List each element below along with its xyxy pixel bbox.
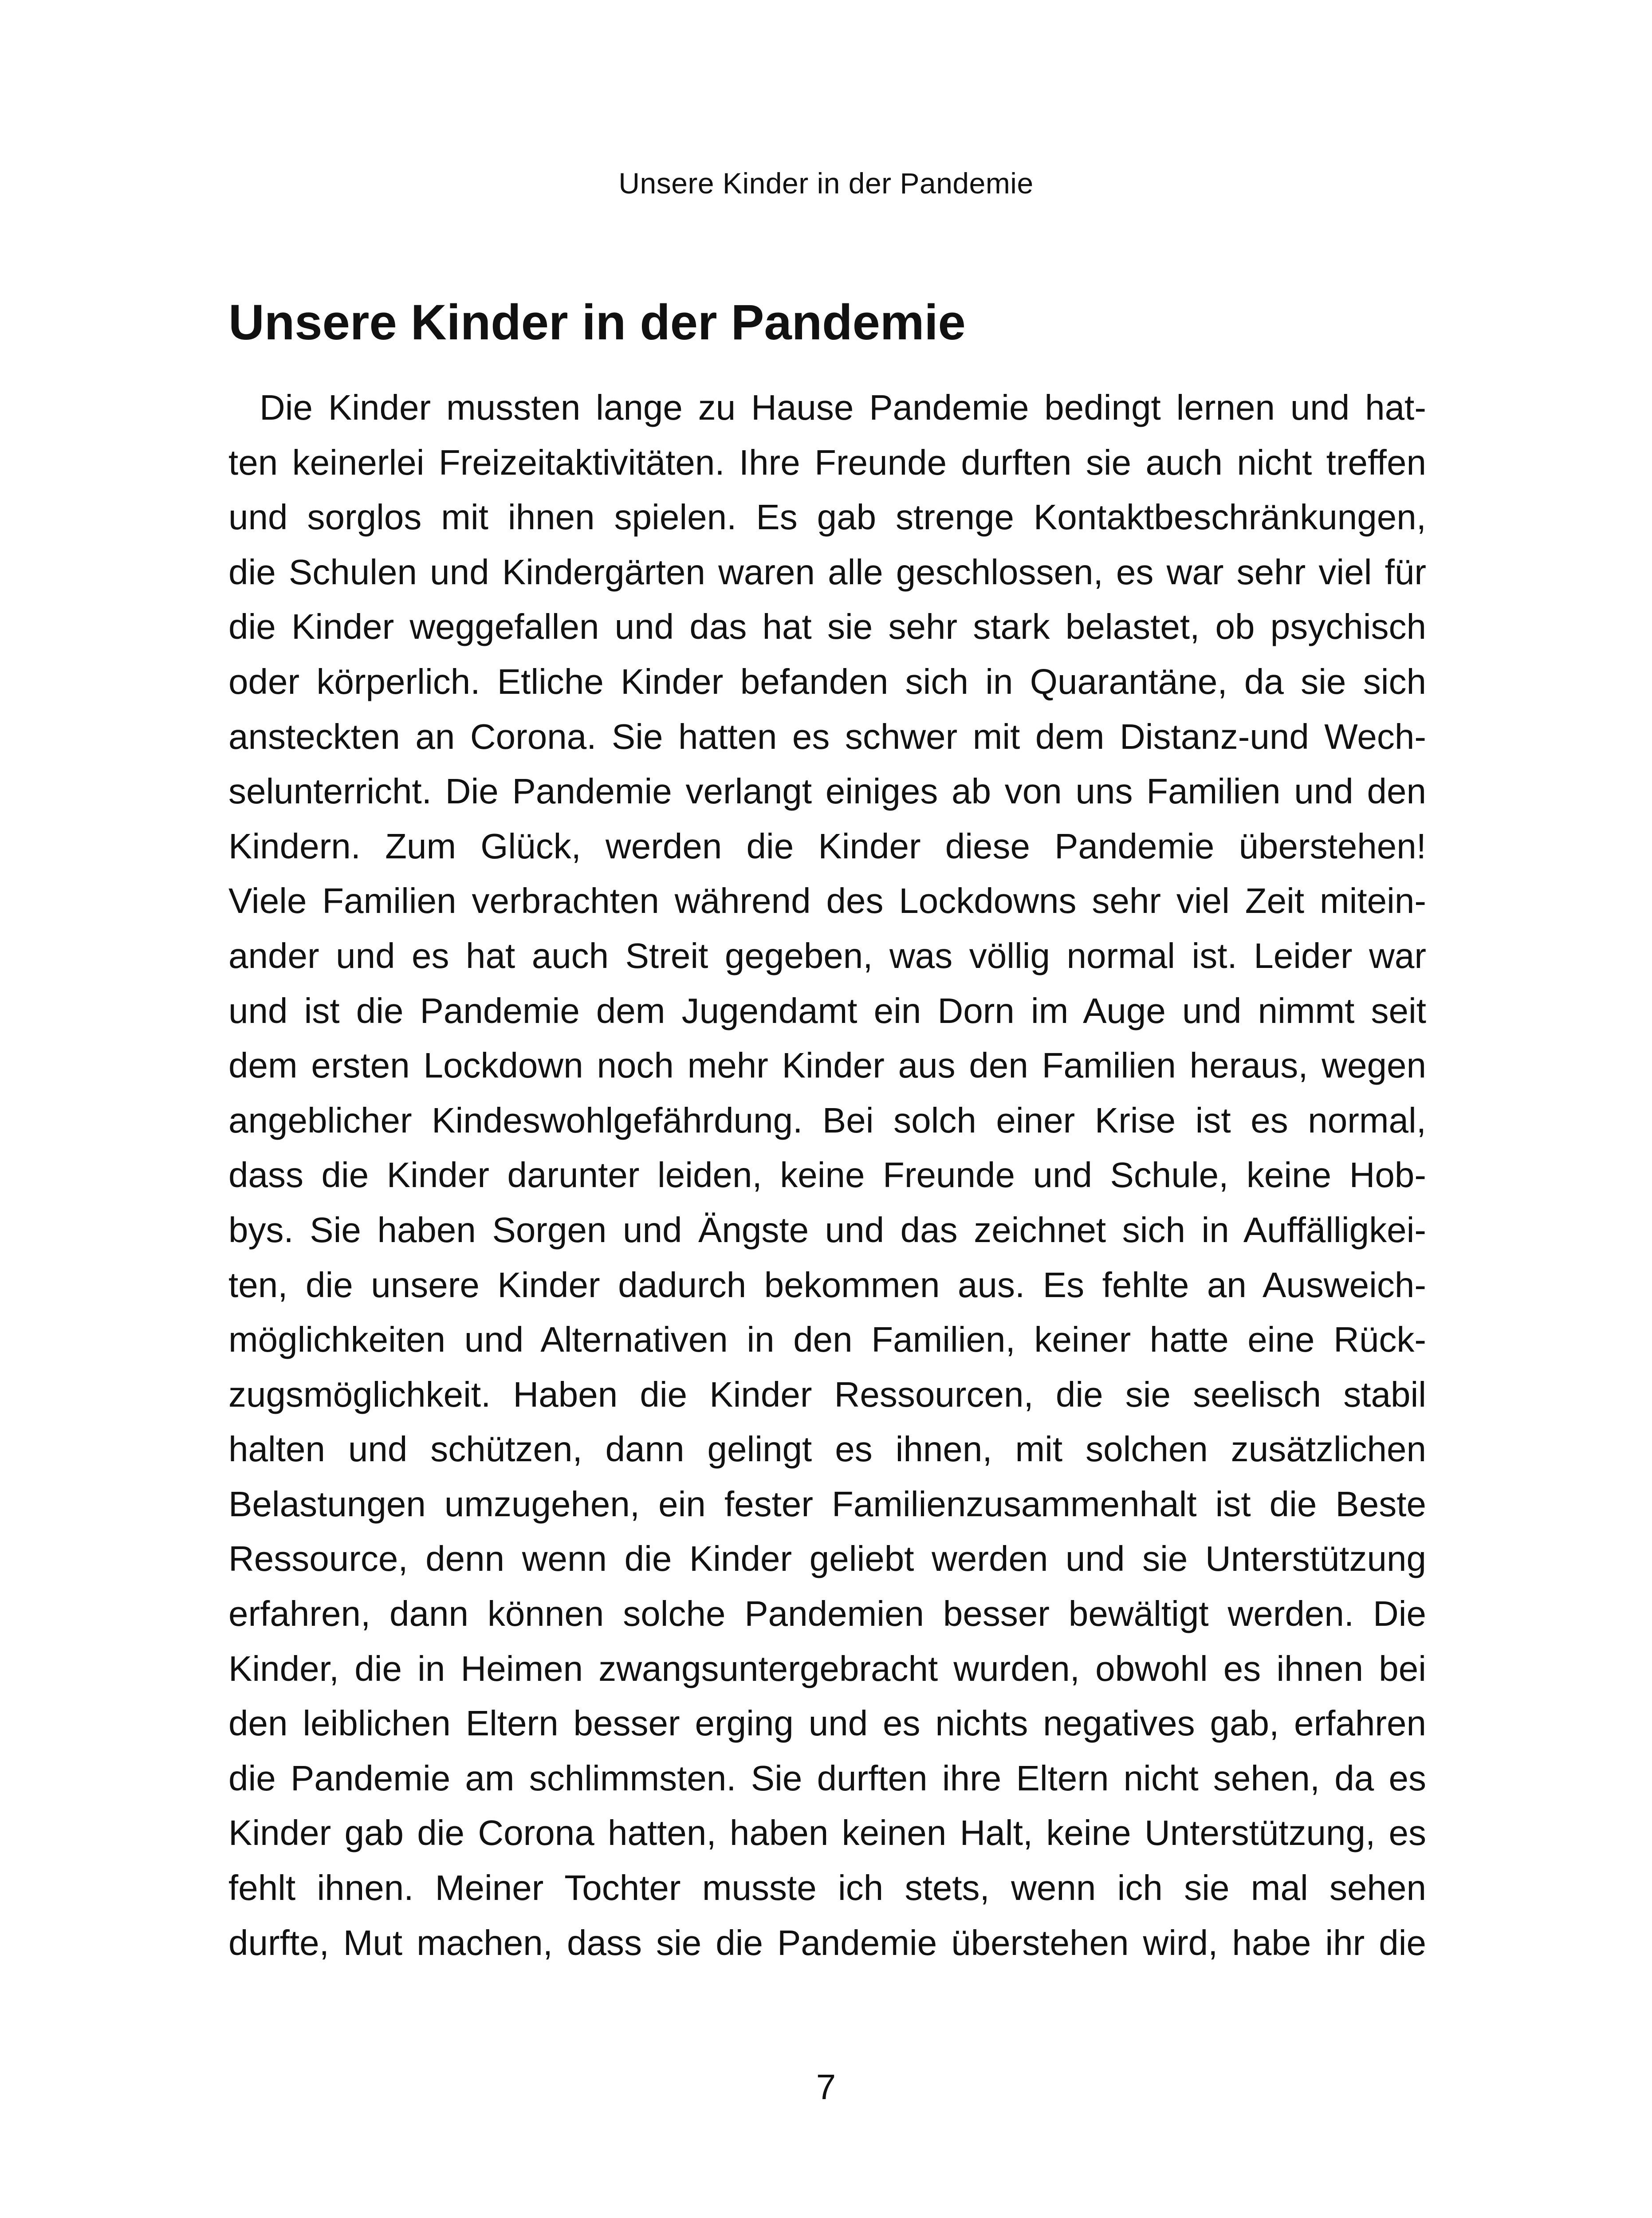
text-line: die Kinder weggefallen und das hat sie sehr stark belastet, ob psychisch	[228, 607, 1426, 647]
chapter-title: Unsere Kinder in der Pandemie	[228, 295, 966, 350]
text-line: selunterricht. Die Pandemie verlangt einiges ab von uns Familien und den	[228, 771, 1426, 811]
text-line: durfte, Mut machen, dass sie die Pandemie überstehen wird, habe ihr die	[228, 1923, 1426, 1962]
text-line: Viele Familien verbrachten während des Lockdowns sehr viel Zeit mitein-	[228, 881, 1426, 921]
text-line: zugsmöglichkeit. Haben die Kinder Ressourcen, die sie seelisch stabil	[228, 1374, 1426, 1414]
text-line: bys. Sie haben Sorgen und Ängste und das zeichnet sich in Auffälligkei-	[228, 1210, 1426, 1250]
text-line: Kinder, die in Heimen zwangsuntergebracht wurden, obwohl es ihnen bei	[228, 1648, 1426, 1688]
text-line: Kinder gab die Corona hatten, haben keinen Halt, keine Unterstützung, es	[228, 1813, 1426, 1853]
body-paragraph	[228, 380, 1426, 1970]
text-line: angeblicher Kindeswohlgefährdung. Bei solch einer Krise ist es normal,	[228, 1100, 1426, 1140]
text-line: ten, die unsere Kinder dadurch bekommen aus. Es fehlte an Ausweich-	[228, 1265, 1426, 1305]
text-line: oder körperlich. Etliche Kinder befanden sich in Quarantäne, da sie sich	[228, 661, 1426, 701]
text-line: den leiblichen Eltern besser erging und es nichts negatives gab, erfahren	[228, 1703, 1426, 1743]
text-line: dem ersten Lockdown noch mehr Kinder aus den Familien heraus, wegen	[228, 1046, 1426, 1085]
text-line: und ist die Pandemie dem Jugendamt ein Dorn im Auge und nimmt seit	[228, 991, 1426, 1030]
text-line: erfahren, dann können solche Pandemien besser bewältigt werden. Die	[228, 1594, 1426, 1634]
text-line: dass die Kinder darunter leiden, keine Freunde und Schule, keine Hob-	[228, 1155, 1426, 1195]
text-line: Die Kinder mussten lange zu Hause Pandemie bedingt lernen und hat-	[260, 388, 1426, 427]
page-number: 7	[816, 2067, 836, 2107]
text-line: ten keinerlei Freizeitaktivitäten. Ihre Freunde durften sie auch nicht treffen	[228, 442, 1426, 482]
text-line: halten und schützen, dann gelingt es ihnen, mit solchen zusätzlichen	[228, 1429, 1426, 1469]
text-line: die Schulen und Kindergärten waren alle geschlossen, es war sehr viel für	[228, 552, 1426, 592]
text-line: fehlt ihnen. Meiner Tochter musste ich stets, wenn ich sie mal sehen	[228, 1868, 1426, 1908]
text-line: Kindern. Zum Glück, werden die Kinder diese Pandemie überstehen!	[228, 826, 1426, 866]
text-line: möglichkeiten und Alternativen in den Familien, keiner hatte eine Rück-	[228, 1320, 1426, 1360]
text-line: und sorglos mit ihnen spielen. Es gab strenge Kontaktbeschränkungen,	[228, 497, 1426, 537]
text-line: Belastungen umzugehen, ein fester Familienzusammenhalt ist die Beste	[228, 1484, 1426, 1524]
running-header: Unsere Kinder in der Pandemie	[618, 167, 1034, 200]
text-line: ander und es hat auch Streit gegeben, was völlig normal ist. Leider war	[228, 936, 1426, 975]
text-line: die Pandemie am schlimmsten. Sie durften ihre Eltern nicht sehen, da es	[228, 1758, 1426, 1798]
text-line: Ressource, denn wenn die Kinder geliebt werden und sie Unterstützung	[228, 1539, 1426, 1579]
text-line: ansteckten an Corona. Sie hatten es schwer mit dem Distanz-und Wech-	[228, 716, 1426, 756]
